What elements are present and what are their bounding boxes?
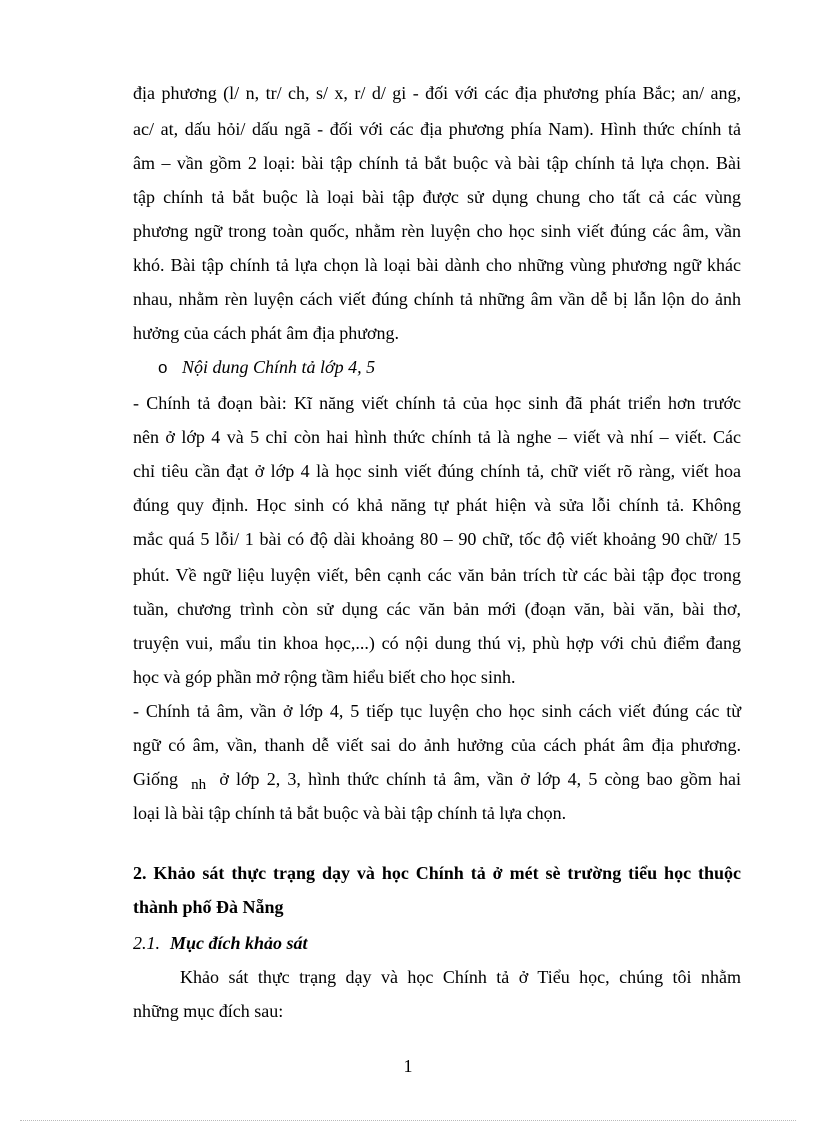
paragraph-3-subscript-fragment: nh bbox=[191, 777, 207, 793]
bullet-text: Nội dung Chính tả lớp 4, 5 bbox=[182, 357, 376, 377]
paragraph-3-line-2: ngữ có âm, vần, thanh dễ viết sai do ảnh hưởng của cách phát âm địa phương. bbox=[133, 735, 741, 755]
paragraph-3-line-3-start: Giống bbox=[133, 769, 178, 789]
subsection-number: 2.1. bbox=[133, 933, 160, 953]
paragraph-1-line-4: tập chính tả bắt buộc là loại bài tập được sử dụng chung cho tất cả các vùng bbox=[133, 187, 741, 207]
subsection-heading bbox=[133, 932, 308, 954]
paragraph-4-line-1: Khảo sát thực trạng dạy và học Chính tả ở Tiểu học, chúng tôi nhằm bbox=[180, 967, 741, 987]
paragraph-3-line-4: loại là bài tập chính tả bắt buộc và bài tập chính tả lựa chọn. bbox=[133, 803, 567, 823]
paragraph-2-line-2: nên ở lớp 4 và 5 chỉ còn hai hình thức chính tả là nghe – viết và nhí – viết. Các bbox=[133, 427, 741, 447]
section-heading-line-1: 2. Khảo sát thực trạng dạy và học Chính tả ở mét sè trường tiểu học thuộc bbox=[133, 863, 741, 883]
paragraph-1-line-8: hưởng của cách phát âm địa phương. bbox=[133, 323, 399, 343]
page-bottom-divider bbox=[20, 1120, 796, 1121]
subsection-title: Mục đích khảo sát bbox=[170, 933, 308, 953]
section-bullet bbox=[158, 356, 375, 379]
paragraph-4-line-2: những mục đích sau: bbox=[133, 1001, 284, 1021]
paragraph-2-line-8: truyện vui, mẩu tin khoa học,...) có nội dung thú vị, phù hợp với chủ điểm đang bbox=[133, 633, 741, 653]
paragraph-3-line-3-end: ở lớp 2, 3, hình thức chính tả âm, vần ở lớp 4, 5 còng bao gồm hai bbox=[219, 769, 741, 789]
paragraph-2-line-3: chỉ tiêu cần đạt ở lớp 4 là học sinh viết đúng chính tả, chữ viết rõ ràng, viết hoa bbox=[133, 461, 741, 481]
paragraph-2-line-7: tuần, chương trình còn sử dụng các văn bản mới (đoạn văn, bài văn, bài thơ, bbox=[133, 599, 741, 619]
paragraph-2-line-6: phút. Về ngữ liệu luyện viết, bên cạnh các văn bản trích từ các bài tập đọc trong bbox=[133, 565, 741, 585]
paragraph-2-line-4: đúng quy định. Học sinh có khả năng tự phát hiện và sửa lỗi chính tả. Không bbox=[133, 495, 741, 515]
paragraph-1-line-3: âm – vần gồm 2 loại: bài tập chính tả bắt buộc và bài tập chính tả lựa chọn. Bài bbox=[133, 153, 741, 173]
bullet-marker: o bbox=[158, 358, 168, 377]
paragraph-3-line-1: - Chính tả âm, vần ở lớp 4, 5 tiếp tục luyện cho học sinh cách viết đúng các từ bbox=[133, 701, 741, 721]
paragraph-2-line-1: - Chính tả đoạn bài: Kĩ năng viết chính tả của học sinh đã phát triển hơn trước bbox=[133, 393, 741, 413]
paragraph-3-line-3 bbox=[133, 768, 741, 796]
paragraph-1-line-1: địa phương (l/ n, tr/ ch, s/ x, r/ d/ gi - đối với các địa phương phía Bắc; an/ ang, bbox=[133, 83, 741, 103]
paragraph-1-line-7: nhau, nhằm rèn luyện cách viết đúng chính tả những âm vần dễ bị lẫn lộn do ảnh bbox=[133, 289, 741, 309]
section-heading-line-2: thành phố Đà Nẵng bbox=[133, 897, 284, 917]
page-number: 1 bbox=[403, 1056, 413, 1076]
paragraph-1-line-6: khó. Bài tập chính tả lựa chọn là loại bài dành cho những vùng phương ngữ khác bbox=[133, 255, 741, 275]
paragraph-1-line-5: phương ngữ trong toàn quốc, nhằm rèn luyện cho học sinh viết đúng các âm, vần bbox=[133, 221, 741, 241]
paragraph-2-line-9: học và góp phần mở rộng tầm hiểu biết cho học sinh. bbox=[133, 667, 516, 687]
paragraph-1-line-2: ac/ at, dấu hỏi/ dấu ngã - đối với các địa phương phía Nam). Hình thức chính tả bbox=[133, 119, 741, 139]
paragraph-2-line-5: mắc quá 5 lỗi/ 1 bài có độ dài khoảng 80 – 90 chữ, tốc độ viết khoảng 90 chữ/ 15 bbox=[133, 529, 741, 549]
